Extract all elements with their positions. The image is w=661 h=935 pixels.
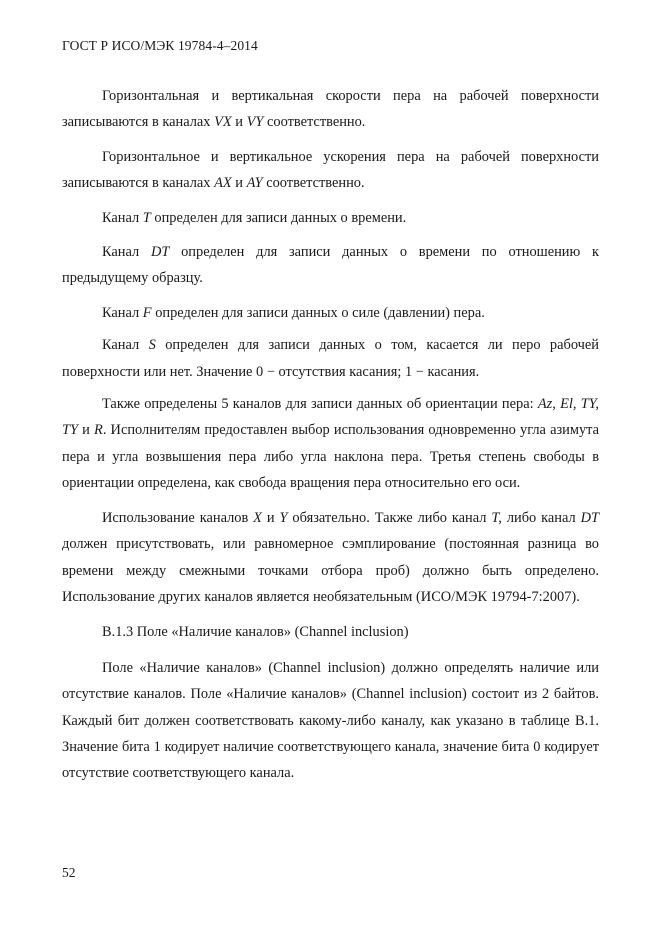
paragraph-velocity: Горизонтальная и вертикальная скорости пера на рабочей поверхности записываются в каналах VX и VY соответственно. — [62, 88, 599, 131]
paragraph-mandatory-channels: Использование каналов X и Y обязательно. Также либо канал T, либо канал DT должен присутствовать, или равномерное сэмплирование (постоянная разница во времени между смежными точками отбора проб) должно быть определено. Использование других каналов является необязательным (ИСО/МЭК 19794-7:2007). — [62, 509, 599, 605]
paragraph-channel-dt: Канал DT определен для записи данных о времени по отношению к предыдущему образцу. — [62, 244, 599, 287]
paragraph-acceleration: Горизонтальное и вертикальное ускорения пера на рабочей поверхности записываются в каналах AX и AY соответственно. — [62, 148, 599, 192]
paragraph-channel-inclusion: Поле «Наличие каналов» (Channel inclusion) должно определять наличие или отсутствие каналов. Поле «Наличие каналов» (Channel inclusion) состоит из 2 байтов. Каждый бит должен соответствовать какому-либо каналу, как указано в таблице B.1. Значение бита 1 кодирует наличие соответствующего канала, значение бита 0 кодирует отсутствие соответствующего канала. — [62, 659, 599, 782]
paragraph-orientation: Также определены 5 каналов для записи данных об ориентации пера: Az, El, TY, TY и R. Исполнителям предоставлен выбор использования одновременно угла азимута пера и угла возвышения пера либо угла наклона пера. Третья степень свободы в ориентации определена, как свобода вращения пера относительно его оси. — [62, 396, 600, 492]
document-header: ГОСТ Р ИСО/МЭК 19784-4–2014 — [62, 38, 258, 53]
paragraph-channel-f: Канал F определен для записи данных о силе (давлении) пера. — [102, 304, 485, 321]
page-number: 52 — [62, 865, 76, 880]
paragraph-channel-t: Канал T определен для записи данных о времени. — [102, 209, 407, 226]
section-title: B.1.3 Поле «Наличие каналов» (Channel inclusion) — [102, 624, 409, 641]
paragraph-channel-s: Канал S определен для записи данных о том, касается ли перо рабочей поверхности или нет. Значение 0 − отсутствия касания; 1 − касания. — [62, 337, 599, 380]
page-body — [62, 83, 599, 787]
